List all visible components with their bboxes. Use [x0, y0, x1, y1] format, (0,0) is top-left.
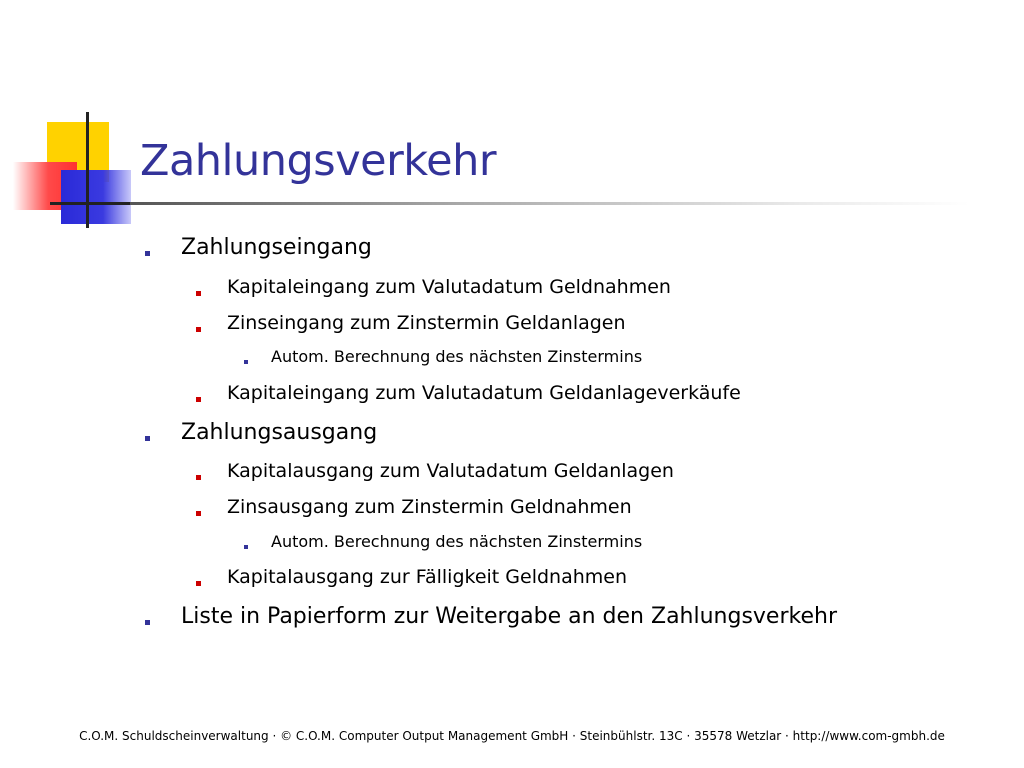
- horizontal-rule-dark: [50, 202, 134, 205]
- slide-footer: C.O.M. Schuldscheinverwaltung · © C.O.M. Computer Output Management GmbH · Steinbühlstr. 13C · 35578 Wetzlar · http://www.com-gmbh.de: [79, 729, 945, 743]
- vertical-rule: [86, 112, 89, 228]
- bullet-marker: [145, 436, 150, 441]
- bullet-marker: [196, 291, 201, 296]
- list-item: Autom. Berechnung des nächsten Zinstermins: [271, 532, 643, 551]
- list-item: Autom. Berechnung des nächsten Zinstermins: [271, 347, 643, 366]
- list-item: Kapitalausgang zur Fälligkeit Geldnahmen: [227, 566, 628, 588]
- blue-square: [61, 170, 131, 224]
- bullet-marker: [196, 475, 201, 480]
- bullet-marker: [145, 251, 150, 256]
- list-item: Zinsausgang zum Zinstermin Geldnahmen: [227, 496, 632, 518]
- list-item: Zinseingang zum Zinstermin Geldanlagen: [227, 312, 626, 334]
- list-item: Kapitaleingang zum Valutadatum Geldnahmen: [227, 276, 671, 298]
- bullet-marker: [196, 327, 201, 332]
- bullet-marker: [145, 620, 150, 625]
- list-item: Zahlungseingang: [181, 235, 372, 260]
- bullet-marker: [244, 360, 248, 364]
- list-item: Zahlungsausgang: [181, 420, 378, 445]
- slide-title: Zahlungsverkehr: [140, 136, 497, 186]
- list-item: Kapitaleingang zum Valutadatum Geldanlageverkäufe: [227, 382, 741, 404]
- bullet-marker: [244, 545, 248, 549]
- bullet-marker: [196, 511, 201, 516]
- bullet-marker: [196, 397, 201, 402]
- list-item: Kapitalausgang zum Valutadatum Geldanlagen: [227, 460, 674, 482]
- bullet-marker: [196, 581, 201, 586]
- title-underline: [130, 202, 970, 205]
- list-item: Liste in Papierform zur Weitergabe an den Zahlungsverkehr: [181, 604, 837, 629]
